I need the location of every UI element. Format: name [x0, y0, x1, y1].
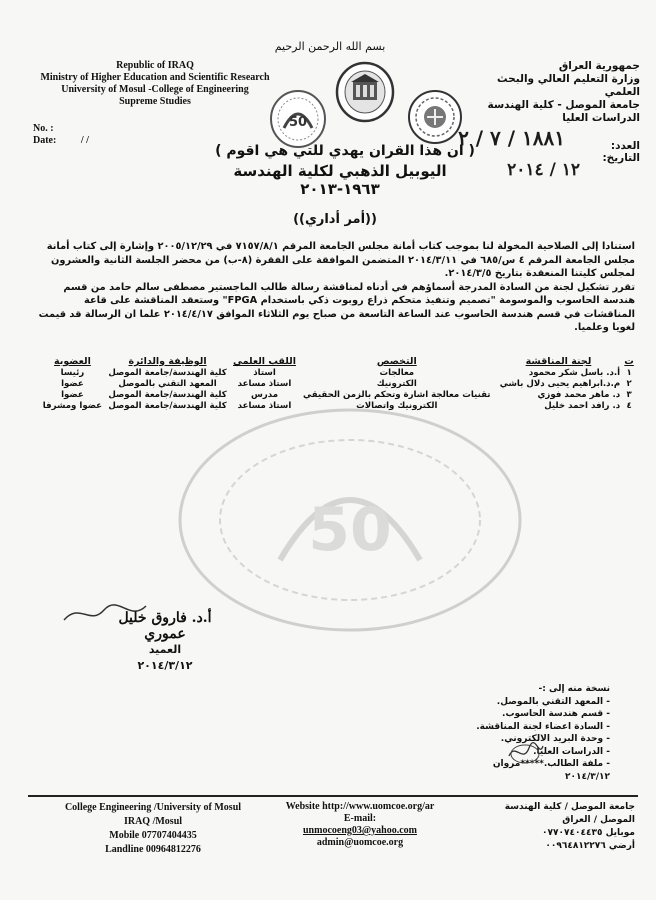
table-cell: المعهد التقني بالموصل — [118, 379, 217, 389]
list-item: ٢٠١٤/٣/١٢ — [564, 771, 610, 782]
table-row — [40, 401, 636, 412]
golden-jubilee-banner: اليوبيل الذهبي لكلية الهندسة ١٩٦٣-٢٠١٣ — [233, 162, 447, 198]
dean-title: العميد — [148, 643, 182, 656]
table-cell: كلية الهندسة/جامعة الموصل — [108, 401, 227, 411]
list-item: - ملفة الطالب.*****مروان — [492, 759, 610, 769]
table-cell: تقنيات معالجة اشارة وتحكم بالزمن الحقيقي — [303, 390, 491, 400]
signature-date: ٢٠١٤/٣/١٢ — [137, 659, 193, 672]
website-link[interactable]: Website http://www.uomcoe.org/ar — [285, 801, 435, 812]
table-cell: د. رافد احمد خليل — [544, 401, 621, 411]
footer-web-contact — [270, 801, 450, 849]
english-letterhead — [30, 60, 280, 108]
administrative-order-title: ((أمر أداري)) — [293, 212, 377, 227]
footer-line: IRAQ /Mosul — [123, 816, 183, 827]
table-cell: عضوا — [61, 379, 84, 389]
col-header-rank: اللقب العلمي — [233, 356, 296, 367]
list-item: - الدراسات العليا. — [533, 746, 610, 757]
arabic-letterhead — [470, 60, 640, 125]
email-link-admin[interactable]: admin@uomcoe.org — [316, 837, 404, 848]
table-row — [40, 368, 636, 379]
footer-line: الموصل / العراق — [562, 815, 635, 825]
footer-line: Landline 00964812276 — [105, 844, 201, 855]
table-cell: ١ — [626, 368, 632, 378]
footer-line: College Engineering /University of Mosul — [64, 802, 242, 813]
date-slashes: / / — [80, 135, 89, 146]
arabic-letterhead-line: جمهورية العراق — [558, 60, 640, 72]
table-cell: أ.د. باسل شكر محمود — [528, 368, 621, 378]
table-cell: د. ماهر محمد فوزي — [537, 390, 621, 400]
col-header-committee: لجنة المناقشة — [525, 356, 592, 367]
bismillah: بسم الله الرحمن الرحيم — [274, 40, 386, 53]
table-cell: معالجات — [379, 368, 415, 378]
arabic-letterhead-line: جامعة الموصل - كلية الهندسة — [487, 99, 640, 111]
dean-signature-block — [110, 610, 220, 674]
order-paragraph: تقرر تشكيل لجنة من السادة المدرجة أسماؤهم في أدناه لمناقشة رسالة طالب الماجستير مصطفى سالم حامد من قسم هندسة الحاسوب والموسومة "تصميم وتنفيذ متحكم ذراع روبوت ذكي باستخدام FPGA" وستعقد المناقشة على قاعة المناقشات في قسم هندسة الحاسوب عند الساعة التاسعة من صباح يوم الثلاثاء الموافق ٢٠١٤/٤/١٧ علما ان الرسالة قد قيمت لغويا وعلميا. — [38, 281, 635, 333]
table-cell: كلية الهندسة/جامعة الموصل — [108, 390, 227, 400]
table-cell: استاذ مساعد — [237, 401, 292, 411]
english-letterhead-line: University of Mosul -College of Engineering — [61, 84, 249, 95]
table-cell: عضوا — [61, 390, 84, 400]
svg-text:50: 50 — [308, 495, 392, 565]
table-row — [40, 390, 636, 401]
col-header-membership: العضوية — [54, 356, 91, 367]
footer-line: Mobile 07707404435 — [109, 830, 197, 841]
copies-title: نسخة منه إلى :- — [538, 684, 610, 694]
anniversary-logo-icon — [268, 88, 328, 150]
col-header-specialty: التخصص — [376, 356, 417, 367]
footer-line: جامعة الموصل / كلية الهندسة — [504, 802, 635, 812]
order-body — [35, 240, 635, 335]
footer-divider — [28, 795, 638, 797]
footer-line: أرضي ٠٠٩٦٤٨١٢٢٧٦ — [545, 841, 635, 851]
committee-table — [40, 355, 636, 412]
watermark-seal-icon — [170, 400, 530, 650]
order-paragraph: استنادا إلى الصلاحية المخولة لنا بموجب كتاب أمانة مجلس الجامعة المرقم ٧١٥٧/٨/١ في ٢٠٠٥/١٢/٢٩ وإشارة إلى كتاب أمانة مجلس الجامعة المرقم ٤ س/٦٨٥ في ٢٠١٤/٣/١١ المتضمن الموافقة على الفقرة (٨-ب) من محضر الجلسة الثانية والعشرون لمجلس كليتنا المنعقدة بتاريخ ٢٠١٤/٣/٥. — [46, 241, 635, 279]
english-letterhead-line: Supreme Studies — [119, 96, 191, 107]
committee-header-row — [40, 355, 636, 368]
arabic-letterhead-line: الدراسات العليا — [562, 112, 640, 124]
table-cell: كلية الهندسة/جامعة الموصل — [108, 368, 227, 378]
table-cell: ٣ — [626, 390, 632, 400]
table-row — [40, 379, 636, 390]
svg-text:50: 50 — [288, 115, 308, 130]
table-cell: الكترونيك واتصالات — [356, 401, 438, 411]
table-cell: استاذ — [253, 368, 276, 378]
col-header-position: الوظيفة والدائرة — [128, 356, 207, 367]
arabic-letterhead-line: وزارة التعليم العالي والبحث العلمي — [497, 73, 640, 98]
email-label: E-mail: — [343, 813, 377, 824]
university-logo-icon — [334, 60, 396, 124]
english-letterhead-line: Republic of IRAQ — [116, 60, 194, 71]
english-letterhead-line: Ministry of Higher Education and Scientific Research — [40, 72, 270, 83]
list-item: - وحدة البريد الالكتروني. — [500, 734, 610, 744]
table-cell: استاذ مساعد — [237, 379, 292, 389]
list-item: - السادة اعضاء لجنة المناقشة. — [476, 721, 610, 732]
dean-name: أ.د. فاروق خليل عموري — [118, 610, 212, 642]
table-cell: عضوا ومشرفا — [42, 401, 103, 411]
ar-date-label: التاريخ: — [602, 152, 640, 164]
list-item: - المعهد التقني بالموصل. — [496, 696, 610, 707]
email-link-yahoo[interactable]: unmocoeng03@yahoo.com — [302, 825, 418, 836]
footer-arabic-contact — [495, 801, 635, 853]
table-cell: ٢ — [626, 379, 632, 389]
table-cell: م.د.ابراهيم يحيى دلال باشي — [499, 379, 621, 389]
reference-fields-en — [33, 123, 89, 147]
copies-to-list — [420, 683, 610, 783]
number-label: No. : — [33, 123, 54, 134]
ar-number-label: العدد: — [610, 140, 640, 152]
footer-english-contact — [38, 801, 268, 857]
handwritten-date: ١٢ / ٢٠١٤ — [507, 160, 580, 180]
list-item: - قسم هندسة الحاسوب. — [502, 709, 610, 719]
col-header-index: ت — [624, 356, 634, 367]
table-cell: مدرس — [250, 390, 279, 400]
table-cell: ٤ — [626, 401, 632, 411]
date-label: Date: — [33, 135, 57, 146]
clerk-initials-icon — [505, 740, 545, 766]
table-cell: رئيسا — [60, 368, 85, 378]
quran-verse: ( ان هذا القران يهدي للتي هي اقوم ) — [215, 143, 475, 159]
table-cell: الكترونيك — [376, 379, 417, 389]
footer-line: موبايل ٠٧٧٠٧٤٠٤٤٣٥ — [542, 828, 635, 838]
handwritten-number: ١٨٨١ / ٧ / ٢ — [458, 126, 565, 150]
